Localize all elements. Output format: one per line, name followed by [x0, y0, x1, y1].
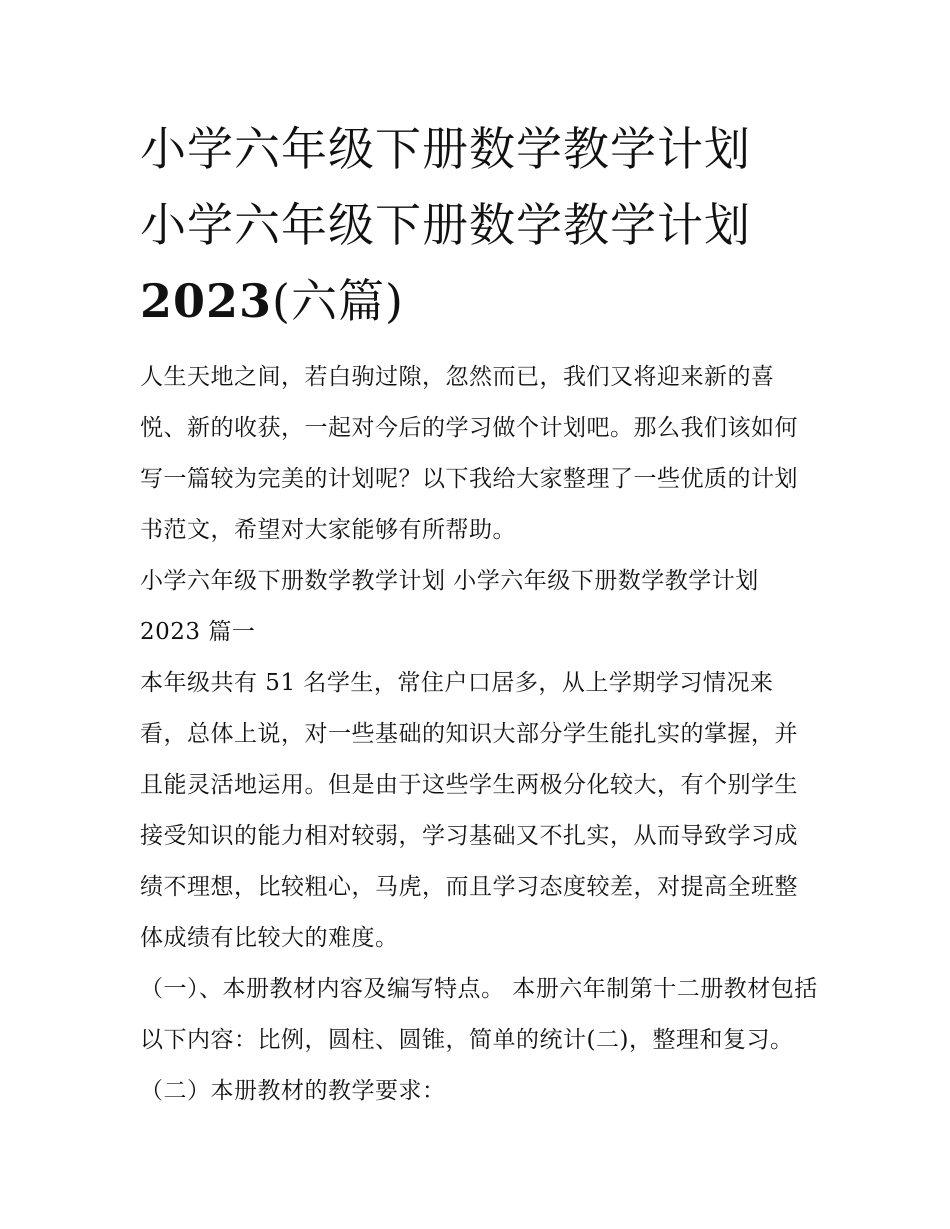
document-body [140, 352, 820, 1117]
title-line-2: 小学六年级下册数学教学计划 [140, 198, 751, 252]
section-heading: 小学六年级下册数学教学计划 小学六年级下册数学教学计划 2023 篇一 [140, 568, 759, 645]
title-line-1: 小学六年级下册数学教学计划 [140, 122, 751, 176]
textbook-content-paragraph: （一）、本册教材内容及编写特点。 本册六年制第十二册教材包括以下内容：比例，圆柱、圆锥，简单的统计(二)，整理和复习。 （二）本册教材的教学要求： [140, 976, 818, 1104]
title-line-3 [140, 263, 840, 339]
intro-paragraph: 人生天地之间，若白驹过隙，忽然而已，我们又将迎来新的喜悦、新的收获，一起对今后的学习做个计划吧。那么我们该如何写一篇较为完美的计划呢？以下我给大家整理了一些优质的计划书范文，希望对大家能够有所帮助。 [140, 364, 798, 543]
title-year: 2023 [140, 274, 273, 328]
class-analysis-paragraph: 本年级共有 51 名学生，常住户口居多，从上学期学习情况来看，总体上说，对一些基础的知识大部分学生能扎实的掌握，并且能灵活地运用。但是由于这些学生两极分化较大，有个别学生接受知识的能力相对较弱，学习基础又不扎实，从而导致学习成绩不理想，比较粗心，马虎，而且学习态度较差，对提高全班整体成绩有比较大的难度。 [140, 670, 798, 951]
title-suffix: (六篇) [272, 274, 404, 328]
document-title [140, 111, 840, 339]
